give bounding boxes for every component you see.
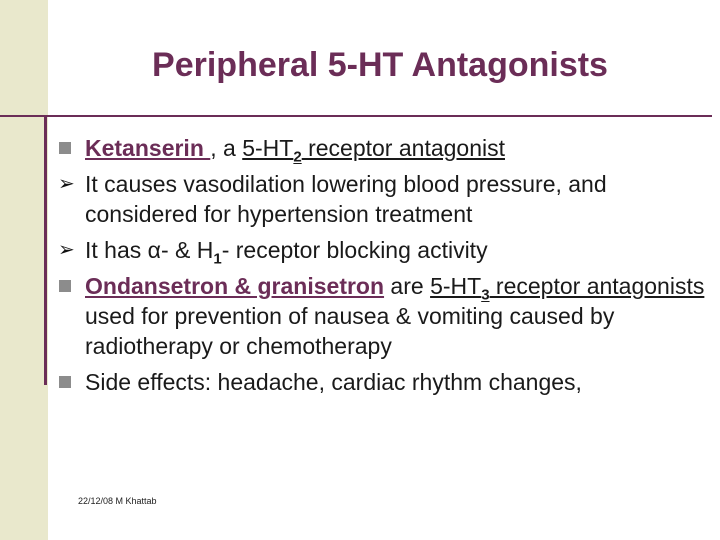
bullet-item [58,271,718,361]
bullet-text: 5-HT [242,135,294,161]
title-divider [0,115,712,117]
bullet-text: 2 [293,148,302,166]
bullet-text: 5-HT [430,273,482,299]
bullet-text: Side effects: headache, cardiac rhythm changes, [85,369,582,395]
side-divider [44,117,47,385]
bullet-list [58,133,718,403]
arrow-bullet-icon: ➢ [58,239,75,261]
bullet-text: 3 [481,286,490,304]
bullet-text: It has α- & H [85,237,214,263]
bullet-text: Ondansetron & granisetron [85,273,385,299]
slide-title: Peripheral 5-HT Antagonists [152,46,608,84]
bullet-text: , a [210,135,243,161]
side-band [0,0,48,540]
bullet-item [58,133,718,166]
bullet-text: used for prevention of nausea & vomiting caused by radiotherapy or chemotherapy [85,303,615,359]
bullet-text: receptor antagonists [489,273,705,299]
bullet-text: It causes vasodilation lowering blood pressure, and considered for hypertension treatment [85,171,607,227]
bullet-item [58,367,718,397]
bullet-item [58,235,718,268]
bullet-text: are [384,273,431,299]
slide-footer: 22/12/08 M Khattab [78,496,157,506]
bullet-text: - receptor blocking activity [221,237,488,263]
arrow-bullet-icon: ➢ [58,173,75,195]
bullet-text: Ketanserin [85,135,211,161]
bullet-text: receptor antagonist [301,135,505,161]
bullet-item [58,169,718,229]
bullet-text: 1 [213,250,222,268]
